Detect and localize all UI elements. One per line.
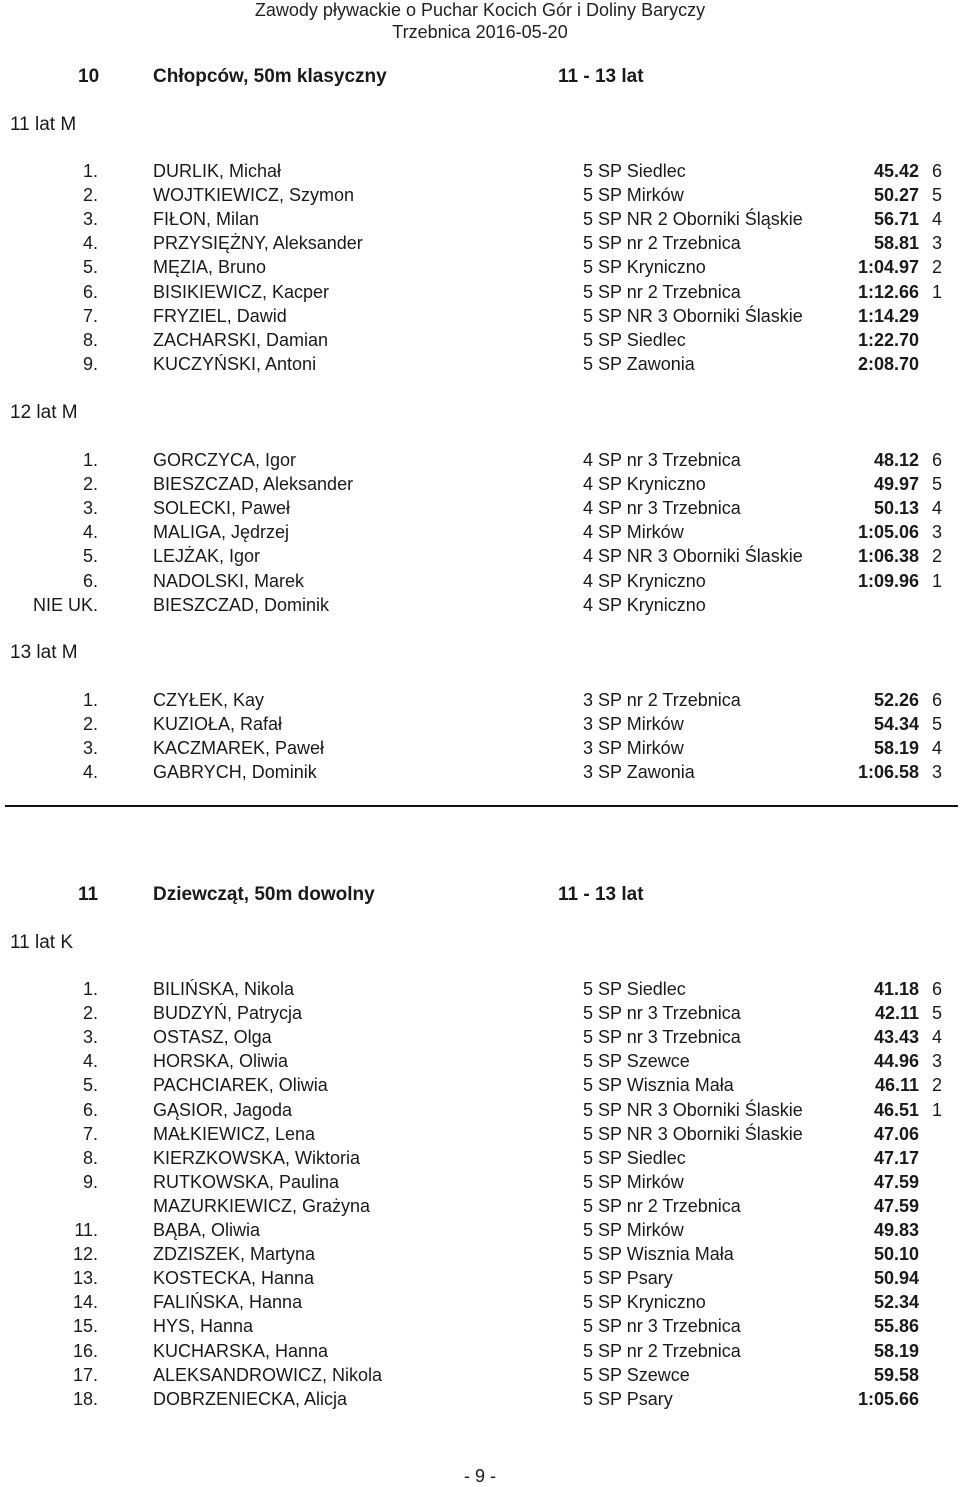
result-time: 1:04.97: [857, 257, 919, 278]
school-club: 4 SP Mirków: [583, 522, 684, 543]
school-club: 5 SP NR 2 Oborniki Śląskie: [583, 209, 803, 230]
swimmer-name: CZYŁEK, Kay: [153, 690, 265, 710]
school-club: 5 SP Szewce: [583, 1051, 690, 1072]
category-label: 11 lat K: [10, 932, 74, 953]
school-club: 5 SP Siedlec: [583, 979, 686, 999]
result-points: 5: [932, 474, 943, 495]
school-club: 3 SP Mirków: [583, 738, 684, 759]
school-club: 5 SP Wisznia Mała: [583, 1244, 734, 1265]
swimmer-name: LEJŻAK, Igor: [153, 546, 261, 567]
event-age: 11 - 13 lat: [558, 884, 644, 905]
result-points: 3: [932, 762, 943, 783]
result-points: 6: [932, 450, 943, 470]
result-place: 13.: [72, 1268, 98, 1289]
result-time: 1:09.96: [857, 570, 919, 591]
result-points: 4: [932, 1027, 943, 1048]
result-time: 50.10: [873, 1244, 919, 1265]
result-place: 16.: [72, 1340, 98, 1361]
category-label: 11 lat M: [10, 114, 77, 135]
swimmer-name: SOLECKI, Paweł: [153, 498, 291, 519]
result-row: [0, 690, 960, 714]
result-place: 15.: [72, 1316, 98, 1337]
result-row: [0, 354, 960, 378]
result-time: 52.34: [873, 1292, 919, 1313]
result-place: 4.: [82, 1051, 98, 1072]
school-club: 5 SP Mirków: [583, 1171, 684, 1192]
result-row: [0, 1220, 960, 1244]
swimmer-name: BĄBA, Oliwia: [153, 1220, 261, 1240]
swimmer-name: HYS, Hanna: [153, 1316, 254, 1337]
result-time: 44.96: [873, 1051, 919, 1072]
result-time: 41.18: [873, 979, 919, 999]
result-row: [0, 522, 960, 546]
swimmer-name: GORCZYCA, Igor: [153, 450, 297, 470]
result-time: 50.94: [873, 1268, 919, 1289]
result-time: 1:14.29: [857, 305, 919, 326]
result-place: 1.: [82, 979, 98, 999]
result-time: 55.86: [873, 1316, 919, 1337]
result-time: 48.12: [873, 450, 919, 470]
result-place: 8.: [82, 1147, 98, 1168]
result-time: 58.19: [873, 1340, 919, 1361]
page-number: - 9 -: [463, 1466, 496, 1486]
result-row: [0, 1148, 960, 1172]
school-club: 5 SP Psary: [583, 1388, 673, 1409]
swimmer-name: ZDZISZEK, Martyna: [153, 1244, 316, 1265]
result-time: 42.11: [874, 1003, 919, 1024]
swimmer-name: KUCHARSKA, Hanna: [153, 1340, 329, 1361]
result-time: 58.19: [873, 738, 919, 759]
document-subtitle: Trzebnica 2016-05-20: [392, 22, 568, 42]
result-row: [0, 1027, 960, 1051]
result-time: 47.06: [873, 1123, 919, 1144]
swimmer-name: KOSTECKA, Hanna: [153, 1268, 315, 1289]
result-row: [0, 714, 960, 738]
result-points: 6: [932, 161, 943, 181]
result-row: [0, 595, 960, 619]
school-club: 4 SP Kryniczno: [583, 570, 706, 591]
school-club: 5 SP nr 2 Trzebnica: [583, 1340, 741, 1361]
result-place: 1.: [82, 161, 98, 181]
result-time: 1:05.06: [857, 522, 919, 543]
result-place: 2.: [82, 714, 98, 735]
school-club: 5 SP Siedlec: [583, 161, 686, 181]
school-club: 5 SP nr 2 Trzebnica: [583, 281, 741, 302]
result-row: [0, 1292, 960, 1316]
result-row: [0, 738, 960, 762]
result-row: [0, 257, 960, 281]
result-place: 7.: [82, 305, 98, 326]
result-row: [0, 1316, 960, 1340]
swimmer-name: MALIGA, Jędrzej: [153, 522, 290, 543]
swimmer-name: OSTASZ, Olga: [153, 1027, 272, 1048]
swimmer-name: KUCZYŃSKI, Antoni: [153, 353, 317, 374]
result-place: 9.: [82, 353, 98, 374]
category-label: 12 lat M: [10, 402, 78, 423]
result-time: 47.59: [873, 1195, 919, 1216]
swimmer-name: BIESZCZAD, Dominik: [153, 594, 330, 615]
result-place: NIE UK.: [32, 594, 98, 615]
school-club: 5 SP Mirków: [583, 185, 684, 206]
result-row: [0, 330, 960, 354]
result-time: 1:12.66: [857, 281, 919, 302]
event-name: Dziewcząt, 50m dowolny: [153, 884, 375, 905]
swimmer-name: PACHCIAREK, Oliwia: [153, 1075, 328, 1096]
result-time: 56.71: [873, 209, 919, 230]
swimmer-name: FRYZIEL, Dawid: [153, 305, 287, 326]
result-time: 59.58: [873, 1364, 919, 1385]
swimmer-name: RUTKOWSKA, Paulina: [153, 1171, 340, 1192]
swimmer-name: BIESZCZAD, Aleksander: [153, 474, 354, 495]
event-name: Chłopców, 50m klasyczny: [153, 66, 387, 87]
result-place: 1.: [82, 690, 98, 710]
result-time: 45.42: [873, 161, 919, 181]
school-club: 4 SP nr 3 Trzebnica: [583, 498, 741, 519]
result-row: [0, 1003, 960, 1027]
swimmer-name: GABRYCH, Dominik: [153, 762, 317, 783]
swimmer-name: BUDZYŃ, Patrycja: [153, 1003, 303, 1024]
result-points: 6: [932, 979, 943, 999]
swimmer-name: MAŁKIEWICZ, Lena: [153, 1123, 316, 1144]
result-points: 5: [932, 714, 943, 735]
result-time: 43.43: [873, 1027, 919, 1048]
result-time: 49.83: [873, 1220, 919, 1240]
result-row: [0, 1196, 960, 1220]
school-club: 5 SP Mirków: [583, 1220, 684, 1240]
swimmer-name: BISIKIEWICZ, Kacper: [153, 281, 330, 302]
result-place: 1.: [82, 450, 98, 470]
swimmer-name: ALEKSANDROWICZ, Nikola: [153, 1364, 383, 1385]
result-points: 3: [932, 233, 943, 254]
result-time: 50.27: [873, 185, 919, 206]
school-club: 4 SP Kryniczno: [583, 594, 706, 615]
result-place: 14.: [72, 1292, 98, 1313]
swimmer-name: PRZYSIĘŻNY, Aleksander: [153, 233, 363, 254]
result-points: 4: [932, 738, 943, 759]
school-club: 5 SP Siedlec: [583, 1147, 686, 1168]
result-place: 9.: [82, 1171, 98, 1192]
swimmer-name: WOJTKIEWICZ, Szymon: [153, 185, 355, 206]
result-time: 47.17: [873, 1147, 919, 1168]
result-place: 17.: [72, 1364, 98, 1385]
result-row: [0, 1075, 960, 1099]
result-row: [0, 474, 960, 498]
result-time: 46.51: [873, 1099, 919, 1120]
result-place: 3.: [82, 738, 98, 759]
result-place: 4.: [82, 522, 98, 543]
result-points: 2: [932, 257, 943, 278]
school-club: 5 SP Siedlec: [583, 329, 686, 350]
result-row: [0, 498, 960, 522]
school-club: 5 SP NR 3 Oborniki Ślaskie: [583, 1099, 803, 1120]
result-points: 2: [932, 546, 943, 567]
result-place: 2.: [82, 1003, 98, 1024]
result-place: 5.: [82, 546, 98, 567]
result-place: 3.: [82, 209, 98, 230]
result-time: 50.13: [873, 498, 919, 519]
swimmer-name: KUZIOŁA, Rafał: [153, 714, 283, 735]
result-place: 5.: [82, 257, 98, 278]
school-club: 3 SP nr 2 Trzebnica: [583, 690, 741, 710]
school-club: 5 SP nr 3 Trzebnica: [583, 1316, 741, 1337]
swimmer-name: FALIŃSKA, Hanna: [153, 1292, 303, 1313]
result-points: 6: [932, 690, 943, 710]
result-place: 12.: [72, 1244, 98, 1265]
result-row: [0, 306, 960, 330]
result-place: 3.: [82, 1027, 98, 1048]
result-place: 11.: [74, 1220, 98, 1240]
school-club: 4 SP Kryniczno: [583, 474, 706, 495]
result-points: 4: [932, 498, 943, 519]
result-place: 4.: [82, 233, 98, 254]
school-club: 4 SP nr 3 Trzebnica: [583, 450, 741, 470]
result-row: [0, 1100, 960, 1124]
school-club: 5 SP Zawonia: [583, 353, 695, 374]
result-time: 1:22.70: [857, 329, 919, 350]
category-label: 13 lat M: [10, 642, 78, 663]
swimmer-name: KIERZKOWSKA, Wiktoria: [153, 1147, 361, 1168]
school-club: 3 SP Zawonia: [583, 762, 695, 783]
result-points: 3: [932, 522, 943, 543]
result-place: 3.: [82, 498, 98, 519]
result-row: [0, 161, 960, 185]
swimmer-name: MAZURKIEWICZ, Grażyna: [153, 1195, 371, 1216]
swimmer-name: ZACHARSKI, Damian: [153, 329, 329, 350]
result-time: 2:08.70: [857, 353, 919, 374]
result-row: [0, 209, 960, 233]
swimmer-name: DOBRZENIECKA, Alicja: [153, 1388, 348, 1409]
result-time: 58.81: [873, 233, 919, 254]
document-title: Zawody pływackie o Puchar Kocich Gór i Doliny Baryczy: [254, 0, 706, 20]
school-club: 5 SP Kryniczno: [583, 257, 706, 278]
result-points: 1: [932, 1099, 943, 1120]
result-place: 4.: [82, 762, 98, 783]
swimmer-name: MĘZIA, Bruno: [153, 257, 267, 278]
swimmer-name: NADOLSKI, Marek: [153, 570, 305, 591]
result-place: 2.: [82, 474, 98, 495]
school-club: 5 SP NR 3 Oborniki Ślaskie: [583, 1123, 803, 1144]
result-time: 47.59: [873, 1171, 919, 1192]
result-row: [0, 546, 960, 570]
result-time: 54.34: [873, 714, 919, 735]
swimmer-name: FIŁON, Milan: [153, 209, 260, 230]
result-points: 5: [932, 1003, 943, 1024]
result-row: [0, 979, 960, 1003]
result-row: [0, 1268, 960, 1292]
result-row: [0, 1051, 960, 1075]
swimmer-name: HORSKA, Oliwia: [153, 1051, 289, 1072]
result-points: 5: [932, 185, 943, 206]
result-row: [0, 571, 960, 595]
result-place: 2.: [82, 185, 98, 206]
result-place: 18.: [72, 1388, 98, 1409]
school-club: 3 SP Mirków: [583, 714, 684, 735]
result-place: 8.: [82, 329, 98, 350]
result-points: 2: [932, 1075, 943, 1096]
swimmer-name: BILIŃSKA, Nikola: [153, 979, 295, 999]
result-points: 1: [932, 570, 943, 591]
swimmer-name: DURLIK, Michał: [153, 161, 282, 181]
result-row: [0, 1365, 960, 1389]
result-row: [0, 1172, 960, 1196]
school-club: 5 SP Psary: [583, 1268, 673, 1289]
school-club: 5 SP nr 2 Trzebnica: [583, 233, 741, 254]
result-row: [0, 450, 960, 474]
result-place: 6.: [82, 1099, 98, 1120]
result-place: 6.: [82, 570, 98, 591]
school-club: 5 SP Kryniczno: [583, 1292, 706, 1313]
result-row: [0, 185, 960, 209]
result-points: 3: [932, 1051, 943, 1072]
result-time: 1:06.38: [857, 546, 919, 567]
school-club: 5 SP Szewce: [583, 1364, 690, 1385]
event-number: 10: [78, 66, 100, 87]
result-place: 7.: [82, 1123, 98, 1144]
result-points: 1: [932, 281, 943, 302]
school-club: 5 SP nr 3 Trzebnica: [583, 1003, 741, 1024]
result-row: [0, 233, 960, 257]
event-age: 11 - 13 lat: [558, 66, 644, 87]
result-time: 49.97: [873, 474, 919, 495]
result-row: [0, 1389, 960, 1413]
swimmer-name: GĄSIOR, Jagoda: [153, 1099, 293, 1120]
result-points: 4: [932, 209, 943, 230]
section-divider: [5, 805, 958, 807]
school-club: 5 SP Wisznia Mała: [583, 1075, 734, 1096]
result-time: 1:06.58: [857, 762, 919, 783]
school-club: 5 SP nr 3 Trzebnica: [583, 1027, 741, 1048]
school-club: 5 SP NR 3 Oborniki Ślaskie: [583, 305, 803, 326]
result-row: [0, 1341, 960, 1365]
result-row: [0, 1244, 960, 1268]
result-time: 52.26: [873, 690, 919, 710]
result-row: [0, 282, 960, 306]
event-number: 11: [78, 884, 99, 905]
result-row: [0, 762, 960, 786]
result-place: 5.: [82, 1075, 98, 1096]
result-time: 1:05.66: [857, 1388, 919, 1409]
result-row: [0, 1124, 960, 1148]
school-club: 5 SP nr 2 Trzebnica: [583, 1195, 741, 1216]
school-club: 4 SP NR 3 Oborniki Ślaskie: [583, 546, 803, 567]
result-place: 6.: [82, 281, 98, 302]
result-time: 46.11: [874, 1075, 919, 1096]
swimmer-name: KACZMAREK, Paweł: [153, 738, 325, 759]
